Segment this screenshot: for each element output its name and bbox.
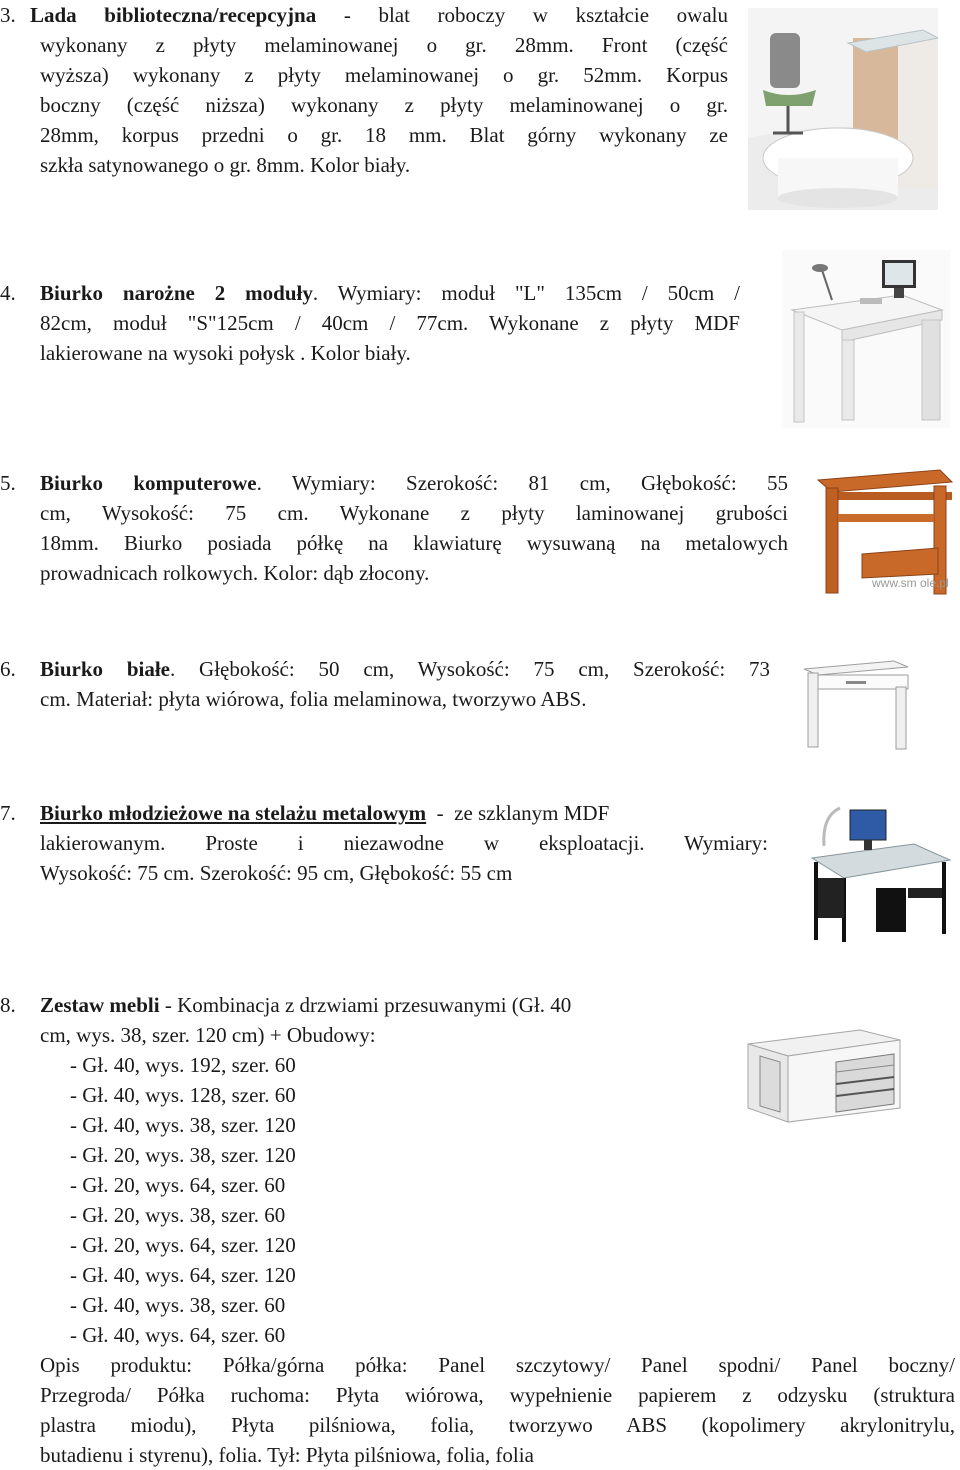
dimension-item: - Gł. 40, wys. 128, szer. 60 <box>70 1083 296 1107</box>
dimension-item: - Gł. 40, wys. 38, szer. 60 <box>70 1293 286 1317</box>
description-line: Opis produktu: Półka/górna półka: Panel szczytowy/ Panel spodni/ Panel boczny/ <box>40 1353 955 1377</box>
item-6-title: Biurko białe <box>40 657 170 681</box>
item-3-line-2: wykonany z płyty melaminowanej o gr. 28mm. Front (część <box>40 33 728 57</box>
watermark-text: www.sm ole.pl <box>872 576 949 590</box>
reception-desk-image <box>748 8 938 210</box>
dimension-item: - Gł. 20, wys. 64, szer. 60 <box>70 1173 286 1197</box>
description-line: plastra miodu), Płyta pilśniowa, folia, tworzywo ABS (kopolimery akrylonitrylu, <box>40 1413 955 1437</box>
product-description <box>40 1350 955 1470</box>
computer-desk-image <box>812 462 954 602</box>
dimension-item: - Gł. 40, wys. 64, szer. 60 <box>70 1323 286 1347</box>
dimension-item: - Gł. 20, wys. 38, szer. 60 <box>70 1203 286 1227</box>
item-8-title: Zestaw mebli <box>40 993 160 1017</box>
item-5-number: 5. <box>0 471 16 495</box>
dimension-item: - Gł. 40, wys. 192, szer. 60 <box>70 1053 296 1077</box>
item-8-number: 8. <box>0 993 16 1017</box>
item-7-line-1: 7. Biurko młodzieżowe na stelażu metalowym - ze szklanym MDF <box>0 798 768 828</box>
dimension-item: - Gł. 20, wys. 38, szer. 120 <box>70 1143 296 1167</box>
glass-desk-image <box>804 796 954 944</box>
item-4-number: 4. <box>0 281 16 305</box>
item-5-line-3: 18mm. Biurko posiada półkę na klawiaturę wysuwaną na metalowych <box>40 531 788 555</box>
item-3-line-5: 28mm, korpus przedni o gr. 18 mm. Blat górny wykonany ze <box>40 123 728 147</box>
item-4-line-3: lakierowane na wysoki połysk . Kolor biały. <box>40 341 411 365</box>
item-8-line-2: cm, wys. 38, szer. 120 cm) + Obudowy: <box>40 1023 376 1047</box>
item-5-title: Biurko komputerowe <box>40 471 257 495</box>
item-3-line-1: 3. Lada biblioteczna/recepcyjna - blat roboczy w kształcie owalu <box>0 0 728 30</box>
sideboard-image <box>740 1022 910 1130</box>
item-6-number: 6. <box>0 657 16 681</box>
item-4-title: Biurko narożne 2 moduły <box>40 281 313 305</box>
item-4-line-2: 82cm, moduł "S"125cm / 40cm / 77cm. Wykonane z płyty MDF <box>40 311 740 335</box>
item-3-number: 3. <box>0 3 16 27</box>
item-8-line-1: 8. Zestaw mebli - Kombinacja z drzwiami przesuwanymi (Gł. 40 <box>0 990 955 1020</box>
corner-desk-image <box>782 250 950 428</box>
description-line: Przegroda/ Półka ruchoma: Płyta wiórowa, wypełnienie papierem z odzysku (struktura <box>40 1383 955 1407</box>
dimension-item: - Gł. 40, wys. 64, szer. 120 <box>70 1263 296 1287</box>
item-5-line-2: cm, Wysokość: 75 cm. Wykonane z płyty laminowanej grubości <box>40 501 788 525</box>
item-4-line-1: 4. Biurko narożne 2 moduły. Wymiary: moduł "L" 135cm / 50cm / <box>0 278 740 308</box>
item-4 <box>0 278 740 368</box>
item-3-line-3: wyższa) wykonany z płyty melaminowanej o gr. 52mm. Korpus <box>40 63 728 87</box>
item-3-title: Lada biblioteczna/recepcyjna <box>30 3 317 27</box>
item-5-line-4: prowadnicach rolkowych. Kolor: dąb złocony. <box>40 561 430 585</box>
item-7-number: 7. <box>0 801 16 825</box>
item-3 <box>0 0 728 180</box>
item-3-line-4: boczny (część niższa) wykonany z płyty melaminowanej o gr. <box>40 93 728 117</box>
item-7-line-2: lakierowanym. Proste i niezawodne w eksploatacji. Wymiary: <box>40 831 768 855</box>
item-7-title: Biurko młodzieżowe na stelażu metalowym <box>40 801 427 825</box>
item-6-line-2: cm. Materiał: płyta wiórowa, folia melaminowa, tworzywo ABS. <box>40 687 587 711</box>
item-7 <box>0 798 768 888</box>
dimension-item: - Gł. 40, wys. 38, szer. 120 <box>70 1113 296 1137</box>
dimension-item: - Gł. 20, wys. 64, szer. 120 <box>70 1233 296 1257</box>
item-5-line-1: 5. Biurko komputerowe. Wymiary: Szerokość: 81 cm, Głębokość: 55 <box>0 468 788 498</box>
item-3-line-6: szkła satynowanego o gr. 8mm. Kolor biały. <box>40 153 411 177</box>
description-line: butadienu i styrenu), folia. Tył: Płyta pilśniowa, folia, folia <box>40 1443 534 1467</box>
item-6-line-1: 6. Biurko białe. Głębokość: 50 cm, Wysokość: 75 cm, Szerokość: 73 <box>0 654 770 684</box>
item-5 <box>0 468 788 588</box>
white-desk-image <box>800 655 912 750</box>
item-7-line-3: Wysokość: 75 cm. Szerokość: 95 cm, Głębokość: 55 cm <box>40 861 513 885</box>
item-6 <box>0 654 770 714</box>
